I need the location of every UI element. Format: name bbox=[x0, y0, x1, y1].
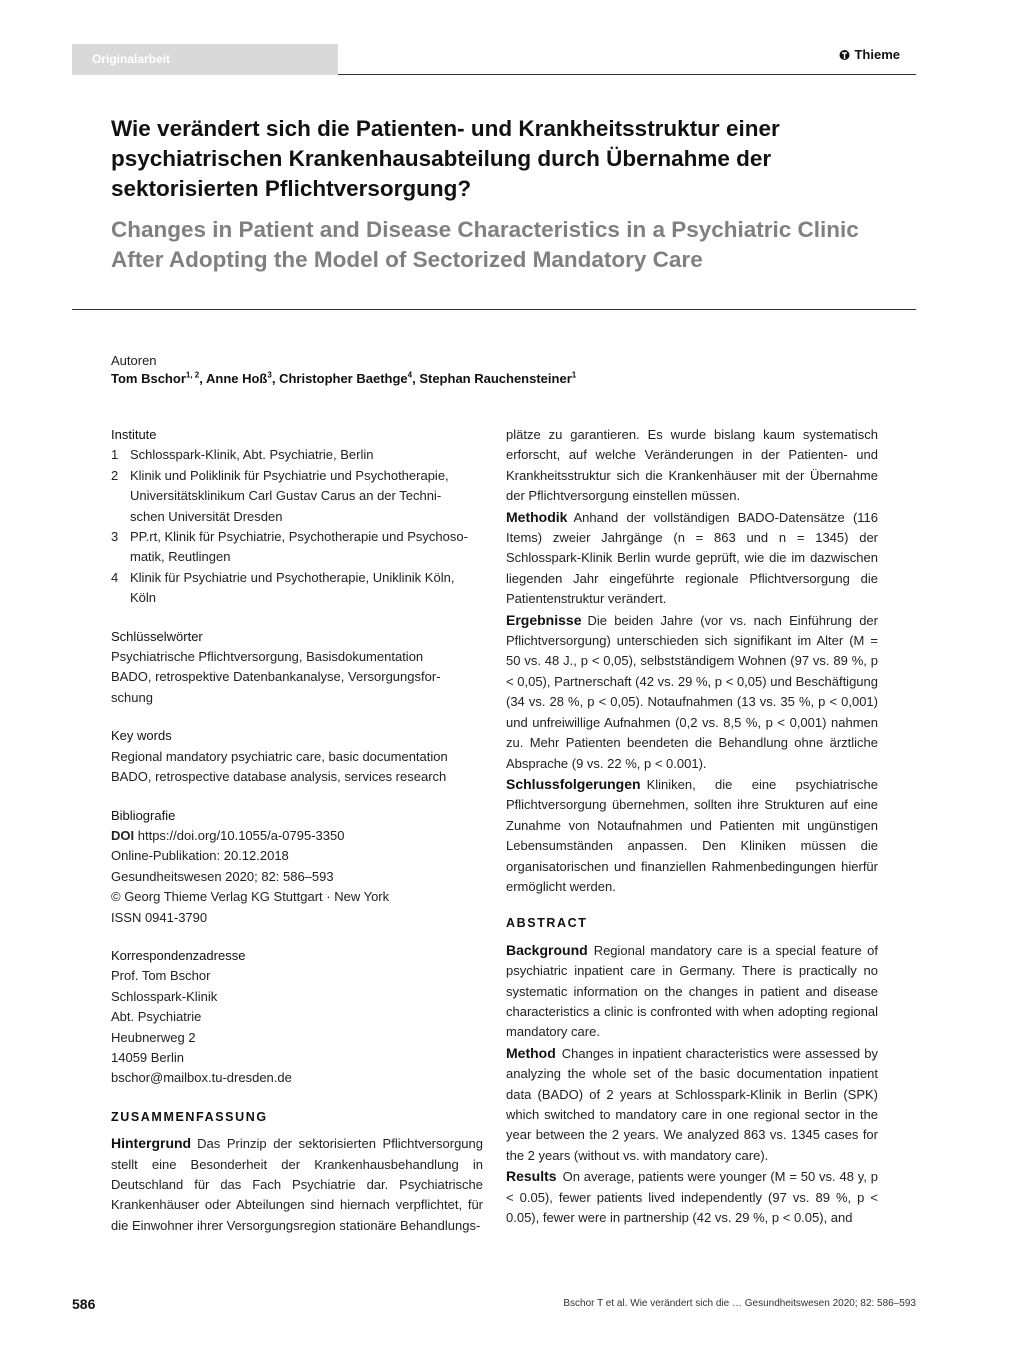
doi-link[interactable]: https://doi.org/10.1055/a-0795-3350 bbox=[137, 827, 345, 843]
schluesselwoerter-section bbox=[111, 627, 483, 709]
header-divider bbox=[338, 74, 916, 75]
institute-number: 3 bbox=[111, 529, 119, 545]
ergebnisse-heading: Ergebnisse bbox=[506, 611, 582, 628]
bibliografie-section bbox=[111, 806, 483, 928]
institute-line: Klinik für Psychiatrie und Psychotherapie, Uniklinik Köln, bbox=[130, 569, 455, 585]
schluesselwoerter-line: schung bbox=[111, 689, 153, 705]
author-name: Anne Hoß bbox=[205, 371, 268, 386]
spacer bbox=[506, 897, 878, 911]
korrespondenz-line: Heubnerweg 2 bbox=[111, 1029, 196, 1045]
institutes-section bbox=[111, 425, 483, 609]
doi-label: DOI bbox=[111, 827, 135, 843]
hintergrund-text: Das Prinzip der sektorisierten Pflichtversorgung stellt eine Besonderheit der Krankenhausbehandlung in Deutschland für das Fach Psychiatrie dar. Psychiatrische Krankenhäuser oder Abteilungen sind hiernach verpflichtet, für die Einwohner ihrer Versorgungsregion stationäre Behandlungs- bbox=[111, 1136, 483, 1233]
abstract-heading: ABSTRACT bbox=[506, 916, 588, 931]
institutes-list bbox=[111, 445, 483, 608]
section-tag: Originalarbeit bbox=[72, 44, 338, 75]
institute-line: matik, Reutlingen bbox=[130, 549, 231, 565]
bibliografie-line: Online-Publikation: 20.12.2018 bbox=[111, 848, 289, 864]
background-heading: Background bbox=[506, 941, 588, 958]
background-text: Regional mandatory care is a special feature of psychiatric inpatient care in Germany. There is practically no systematic information on the changes in patient and disease characteristics a clinic is confronted with when adopting regional mandatory care. bbox=[506, 942, 878, 1040]
methodik-heading: Methodik bbox=[506, 508, 568, 525]
doi-line bbox=[111, 826, 483, 846]
keywords-line: Regional mandatory psychiatric care, basic documentation bbox=[111, 748, 448, 764]
korrespondenz-line: Schlosspark-Klinik bbox=[111, 988, 218, 1004]
schluss-heading: Schlussfolgerungen bbox=[506, 775, 641, 792]
korrespondenz-label: Korrespondenzadresse bbox=[111, 947, 246, 963]
footer-citation: Bschor T et al. Wie verändert sich die … Gesundheitswesen 2020; 82: 586–593 bbox=[563, 1298, 916, 1309]
bibliografie-line: © Georg Thieme Verlag KG Stuttgart · New York bbox=[111, 889, 390, 905]
institute-item bbox=[111, 527, 483, 568]
institute-number: 1 bbox=[111, 447, 119, 463]
keywords-label: Key words bbox=[111, 728, 172, 744]
authors-block bbox=[111, 352, 576, 388]
author-name: Christopher Baethge bbox=[279, 371, 408, 386]
left-column bbox=[111, 425, 483, 1236]
keywords-section bbox=[111, 726, 483, 787]
zusammenfassung-heading: ZUSAMMENFASSUNG bbox=[111, 1109, 268, 1124]
method-text: Changes in inpatient characteristics were assessed by analyzing the whole set of the basic documentation inpatient data (BADO) of 2 years at Schlosspark-Klinik in Berlin (SPK) which switched to mandatory care in one regional sector in the year between the 2 years. We analyzed 863 vs. 1345 cases for the 2 years (without vs. with mandatory care). bbox=[506, 1045, 878, 1163]
schluss-paragraph bbox=[506, 774, 878, 897]
institute-line: Klinik und Poliklinik für Psychiatrie und Psychotherapie, bbox=[130, 467, 449, 483]
schluss-text: Kliniken, die eine psychiatrische Pflichtversorgung übernehmen, sollten ihre Strukturen auf eine Zunahme von Notaufnahmen und Patienten mit ungünstigen Lebensumständen anpassen. Den Kliniken müssen die organisatorischen und finanziellen Rahmenbedingungen hierfür ermöglicht werden. bbox=[506, 776, 878, 894]
thieme-logo-icon bbox=[839, 49, 850, 61]
ergebnisse-text: Die beiden Jahre (vor vs. nach Einführung der Pflichtversorgung) unterschieden sich signifikant im Alter (M = 50 vs. 48 J., p < 0,05), selbstständigem Wohnen (97 vs. 89 %, p < 0,05), Partnerschaft (42 vs. 29 %, p < 0,05) und Beschäftigung (34 vs. 28 %, p < 0,05). Notaufnahmen (13 vs. 35 %, p < 0,001) und unfreiwillige Aufnahmen (0,2 vs. 8,5 %, p < 0,001) nahmen zu. Mehr Patienten beendeten die Behandlung ohne ärztliche Absprache (9 vs. 22 %, p < 0.001). bbox=[506, 612, 878, 771]
author-affiliation: 1, 2 bbox=[185, 370, 200, 380]
author-affiliation: 3 bbox=[267, 370, 272, 380]
page-number: 586 bbox=[72, 1296, 96, 1312]
methodik-paragraph bbox=[506, 507, 878, 610]
bibliografie-line: ISSN 0941-3790 bbox=[111, 909, 208, 925]
background-paragraph bbox=[506, 940, 878, 1043]
institute-line: Schlosspark-Klinik, Abt. Psychiatrie, Berlin bbox=[130, 447, 374, 463]
author-affiliation: 1 bbox=[571, 370, 577, 380]
results-paragraph bbox=[506, 1166, 878, 1228]
publisher-brand bbox=[839, 47, 900, 62]
authors-list: Tom Bschor$^{1, 2}$, Anne Hoß$^3$, Christopher Baethge$^4$, Stephan Rauchensteiner$^1$ bbox=[111, 370, 577, 386]
methodik-text: Anhand der vollständigen BADO-Datensätze (116 Items) zweier Jahrgänge (n = 863 und n = 1345) der Schlosspark-Klinik Berlin wurde geprüft, wie die im dazwischen liegenden Jahr eingeführte regionale Pflichtversorgung die Patientenstruktur verändert. bbox=[506, 509, 878, 607]
ergebnisse-paragraph bbox=[506, 610, 878, 774]
hintergrund-paragraph bbox=[111, 1133, 483, 1236]
institute-line: PP.rt, Klinik für Psychiatrie, Psychotherapie und Psychoso- bbox=[130, 529, 468, 545]
institute-text bbox=[130, 568, 483, 609]
institute-line: schen Universität Dresden bbox=[130, 508, 283, 524]
schluesselwoerter-label: Schlüsselwörter bbox=[111, 628, 203, 644]
korrespondenz-section bbox=[111, 946, 483, 1089]
authors-label: Autoren bbox=[111, 353, 157, 368]
korrespondenz-line: 14059 Berlin bbox=[111, 1049, 184, 1065]
results-text: On average, patients were younger (M = 50 vs. 48 y, p < 0.05), fewer patients lived independently (97 vs. 89 %, p < 0.05), fewer were in partnership (42 vs. 29 %, p < 0.05), and bbox=[506, 1169, 878, 1226]
institute-item bbox=[111, 568, 483, 609]
institute-item bbox=[111, 445, 483, 465]
title-german: Wie verändert sich die Patienten- und Krankheitsstruktur einer psychiatrischen Krankenhausabteilung durch Übernahme der sektorisierten Pflichtversorgung? bbox=[111, 116, 780, 201]
korrespondenz-line: Prof. Tom Bschor bbox=[111, 968, 211, 984]
method-paragraph bbox=[506, 1043, 878, 1166]
right-column bbox=[506, 425, 878, 1228]
institute-text bbox=[130, 466, 483, 527]
institute-number: 4 bbox=[111, 569, 119, 585]
schluesselwoerter-line: BADO, retrospektive Datenbankanalyse, Versorgungsfor- bbox=[111, 669, 441, 685]
bibliografie-line: Gesundheitswesen 2020; 82: 586–593 bbox=[111, 868, 334, 884]
schluesselwoerter-line: Psychiatrische Pflichtversorgung, Basisdokumentation bbox=[111, 649, 424, 665]
publisher-name: Thieme bbox=[854, 47, 900, 62]
author-affiliation: 4 bbox=[407, 370, 413, 380]
email-link[interactable]: bschor@mailbox.tu-dresden.de bbox=[111, 1070, 292, 1086]
institute-item bbox=[111, 466, 483, 527]
author-name: Tom Bschor bbox=[111, 371, 186, 386]
method-heading: Method bbox=[506, 1044, 556, 1061]
hintergrund-heading: Hintergrund bbox=[111, 1135, 192, 1152]
hintergrund-continued: plätze zu garantieren. Es wurde bislang kaum systematisch erforscht, auf welche Veränderungen in der Patienten- und Krankheitsstruktur sich die Krankenhäuser mit der Übernahme der Pflichtversorgung einstellen müssen. bbox=[506, 427, 878, 504]
institute-text bbox=[130, 445, 483, 465]
institute-number: 2 bbox=[111, 467, 119, 483]
institute-line: Köln bbox=[130, 590, 157, 606]
author-name: Stephan Rauchensteiner bbox=[419, 371, 572, 386]
results-heading: Results bbox=[506, 1168, 557, 1185]
korrespondenz-line: Abt. Psychiatrie bbox=[111, 1009, 202, 1025]
institute-line: Universitätsklinikum Carl Gustav Carus an der Techni- bbox=[130, 488, 442, 504]
title-english: Changes in Patient and Disease Characteristics in a Psychiatric Clinic After Adopting the Model of Sectorized Mandatory Care bbox=[111, 217, 859, 272]
institute-text bbox=[130, 527, 483, 568]
keywords-line: BADO, retrospective database analysis, services research bbox=[111, 769, 447, 785]
bibliografie-label: Bibliografie bbox=[111, 807, 176, 823]
title-divider bbox=[72, 309, 916, 310]
institutes-label: Institute bbox=[111, 427, 157, 442]
